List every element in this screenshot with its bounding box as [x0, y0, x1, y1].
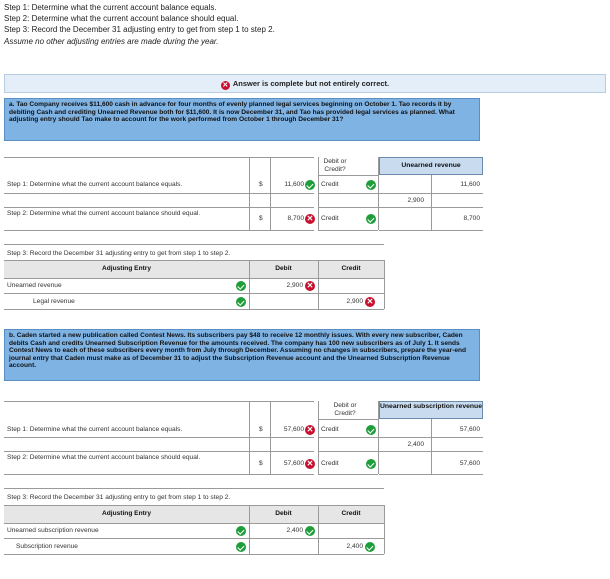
journal-debit-a-1[interactable]: 2,900 [286, 282, 303, 289]
question-a: a. Tao Company receives $11,600 cash in advance for four months of evenly planned legal services beginning on October 1. Tao records it by debiting Cash and crediting Unearned Revenue both for $11,600. It is now December 31, and Tao has provided legal services as planned. What adjusting entry should Tao make to account for the work performed from October 1 through December 31? [4, 98, 480, 141]
x-circle-icon: ✕ [306, 214, 314, 223]
check-icon [366, 180, 376, 190]
step1-dc-select-b[interactable]: Credit [321, 426, 339, 433]
step2-label-a: Step 2: Determine what the current account balance should equal. [7, 210, 201, 217]
step1-label-a: Step 1: Determine what the current account balance equals. [7, 181, 183, 188]
check-icon [366, 214, 376, 224]
x-circle-icon: ✕ [306, 281, 314, 290]
step1-label-b: Step 1: Determine what the current account balance equals. [7, 426, 183, 433]
taccount-debit-b[interactable]: 2,400 [407, 441, 424, 448]
check-icon [236, 526, 246, 536]
question-b: b. Caden started a new publication called Contest News. Its subscribers pay $48 to receive 12 monthly issues. With every new subscriber, Caden debits Cash and credits Unearned Subscription Revenue for the amounts received. The company has 100 new subscribers as of July 1. It sends Contest News to each of these subscribers every month from July through December. Assuming no changes in subscribers, prepare the year-end journal entry that Caden must make as of December 31 to adjust the Subscription Revenue account and the Unearned Subscription Revenue account. [4, 329, 480, 381]
check-icon [366, 459, 376, 469]
journal-account-b-1[interactable]: Unearned subscription revenue [7, 527, 99, 534]
instructions [4, 2, 275, 47]
journal-header-debit-b: Debit [275, 510, 292, 517]
journal-header-entry-b: Adjusting Entry [101, 510, 152, 517]
step3-label-b: Step 3: Record the December 31 adjusting entry to get from step 1 to step 2. [7, 494, 231, 501]
journal-debit-b-1[interactable]: 2,400 [286, 527, 303, 534]
step2-dc-select-a[interactable]: Credit [321, 215, 339, 222]
dollar-sign: $ [259, 426, 263, 433]
debit-or-credit-header: Debit or Credit? [333, 402, 357, 417]
journal-account-b-2[interactable]: Subscription revenue [16, 543, 78, 550]
instruction-assumption: Assume no other adjusting entries are made during the year. [4, 37, 219, 46]
journal-credit-b-2[interactable]: 2,400 [346, 543, 363, 550]
answer-status-banner [4, 74, 606, 93]
taccount-credit-b-1[interactable]: 57,600 [459, 426, 480, 433]
check-icon [305, 180, 315, 190]
debit-or-credit-header: Debit or Credit? [323, 158, 347, 173]
journal-header-debit-a: Debit [275, 265, 292, 272]
check-icon [365, 542, 375, 552]
step1-amount-input-b[interactable]: 57,600 [283, 426, 304, 433]
step2-dc-select-b[interactable]: Credit [321, 460, 339, 467]
check-icon [366, 425, 376, 435]
taccount-credit-b-2[interactable]: 57,600 [459, 460, 480, 467]
taccount-credit-a-1[interactable]: 11,600 [460, 181, 480, 188]
instruction-step-3: Step 3: Record the December 31 adjusting entry to get from step 1 to step 2. [4, 25, 275, 34]
journal-credit-a-2[interactable]: 2,900 [346, 298, 363, 305]
instruction-step-2: Step 2: Determine what the current account balance should equal. [4, 14, 239, 23]
check-icon [236, 281, 246, 291]
step2-amount-input-b[interactable]: 57,600 [283, 460, 304, 467]
journal-header-credit-b: Credit [341, 510, 361, 517]
taccount-debit-a[interactable]: 2,900 [407, 197, 424, 204]
step3-label-a: Step 3: Record the December 31 adjusting entry to get from step 1 to step 2. [7, 250, 231, 257]
x-circle-icon: ✕ [306, 425, 314, 434]
journal-account-a-2[interactable]: Legal revenue [33, 298, 75, 305]
dollar-sign: $ [259, 181, 263, 188]
dollar-sign: $ [259, 215, 263, 222]
x-circle-icon: ✕ [222, 82, 229, 89]
check-icon [305, 526, 315, 536]
step2-amount-input-a[interactable]: 8,700 [287, 215, 304, 222]
taccount-title-a: Unearned revenue [379, 157, 483, 175]
taccount-credit-a-2[interactable]: 8,700 [463, 215, 480, 222]
journal-header-entry-a: Adjusting Entry [101, 265, 152, 272]
instruction-step-1: Step 1: Determine what the current account balance equals. [4, 3, 217, 12]
journal-header-credit-a: Credit [341, 265, 361, 272]
step1-amount-input-a[interactable]: 11,600 [284, 181, 304, 188]
check-icon [236, 297, 246, 307]
taccount-title-b: Unearned subscription revenue [379, 401, 483, 419]
x-circle-icon: ✕ [366, 297, 374, 306]
x-circle-icon: ✕ [306, 459, 314, 468]
journal-account-a-1[interactable]: Unearned revenue [7, 282, 62, 289]
answer-status-text: Answer is complete but not entirely correct. [232, 79, 390, 88]
dollar-sign: $ [259, 460, 263, 467]
step2-label-b: Step 2: Determine what the current account balance should equal. [7, 454, 201, 461]
step1-dc-select-a[interactable]: Credit [321, 181, 339, 188]
check-icon [236, 542, 246, 552]
